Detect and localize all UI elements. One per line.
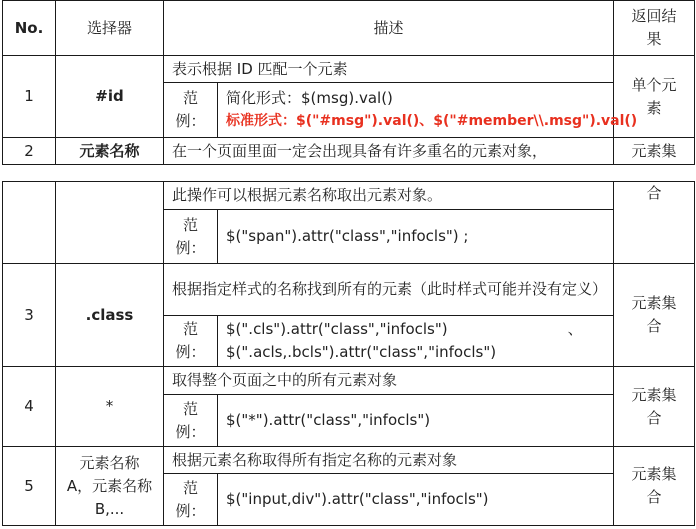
example-line: $(".acls,.bcls").attr("class","infocls") bbox=[226, 343, 497, 361]
row-no: 4 bbox=[3, 367, 56, 447]
row-return: 单个元素 bbox=[614, 56, 695, 138]
row-description: 表示根据 ID 匹配一个元素 bbox=[164, 56, 614, 83]
example-label: 范例： bbox=[164, 316, 218, 367]
table-row bbox=[3, 447, 695, 474]
example-line: $(".cls").attr("class","infocls") 、 bbox=[226, 320, 583, 338]
selector-table-part-2 bbox=[2, 181, 695, 526]
row-no: 3 bbox=[3, 264, 56, 367]
table-row bbox=[3, 264, 695, 316]
example-label: 范例： bbox=[164, 474, 218, 526]
row-selector bbox=[56, 182, 164, 264]
row-selector: * bbox=[56, 367, 164, 447]
row-selector: .class bbox=[56, 264, 164, 367]
table-row bbox=[3, 138, 695, 165]
row-return: 元素集合 bbox=[614, 447, 695, 526]
row-no: 1 bbox=[3, 56, 56, 138]
example-code bbox=[218, 316, 614, 367]
selector-table-part-1 bbox=[2, 0, 695, 165]
row-selector: #id bbox=[56, 56, 164, 138]
example-code: $("span").attr("class","infocls") ; bbox=[218, 210, 614, 264]
row-no: 2 bbox=[3, 138, 56, 165]
row-return: 合 bbox=[614, 182, 695, 264]
row-no: 5 bbox=[3, 447, 56, 526]
example-line-highlight: 标准形式：$("#msg").val()、$("#member\\.msg").val() bbox=[226, 113, 638, 129]
table-row bbox=[3, 182, 695, 210]
example-code bbox=[218, 83, 638, 138]
row-return: 元素集合 bbox=[614, 367, 695, 447]
row-description: 取得整个页面之中的所有元素对象 bbox=[164, 367, 614, 395]
row-return: 元素集 bbox=[614, 138, 695, 165]
row-description: 此操作可以根据元素名称取出元素对象。 bbox=[164, 182, 614, 210]
table-header-row bbox=[3, 1, 695, 56]
example-label: 范例： bbox=[164, 83, 218, 138]
example-code: $("input,div").attr("class","infocls") bbox=[218, 474, 614, 526]
header-selector: 选择器 bbox=[56, 1, 164, 56]
row-selector: 元素名称 bbox=[56, 138, 164, 165]
row-return: 元素集合 bbox=[614, 264, 695, 367]
example-line: 简化形式：$(msg).val() bbox=[226, 89, 393, 107]
header-no: No. bbox=[3, 1, 56, 56]
table-row bbox=[3, 367, 695, 395]
example-label: 范例： bbox=[164, 210, 218, 264]
header-return: 返回结果 bbox=[614, 1, 695, 56]
example-code: $("*").attr("class","infocls") bbox=[218, 395, 614, 447]
header-description: 描述 bbox=[164, 1, 614, 56]
row-description: 根据指定样式的名称找到所有的元素（此时样式可能并没有定义） bbox=[164, 264, 614, 316]
row-description: 根据元素名称取得所有指定名称的元素对象 bbox=[164, 447, 614, 474]
example-label: 范例： bbox=[164, 395, 218, 447]
row-description: 在一个页面里面一定会出现具备有许多重名的元素对象， bbox=[164, 138, 614, 165]
row-selector: 元素名称 A，元素名称 B,... bbox=[56, 447, 164, 526]
row-no bbox=[3, 182, 56, 264]
table-row bbox=[3, 56, 695, 83]
